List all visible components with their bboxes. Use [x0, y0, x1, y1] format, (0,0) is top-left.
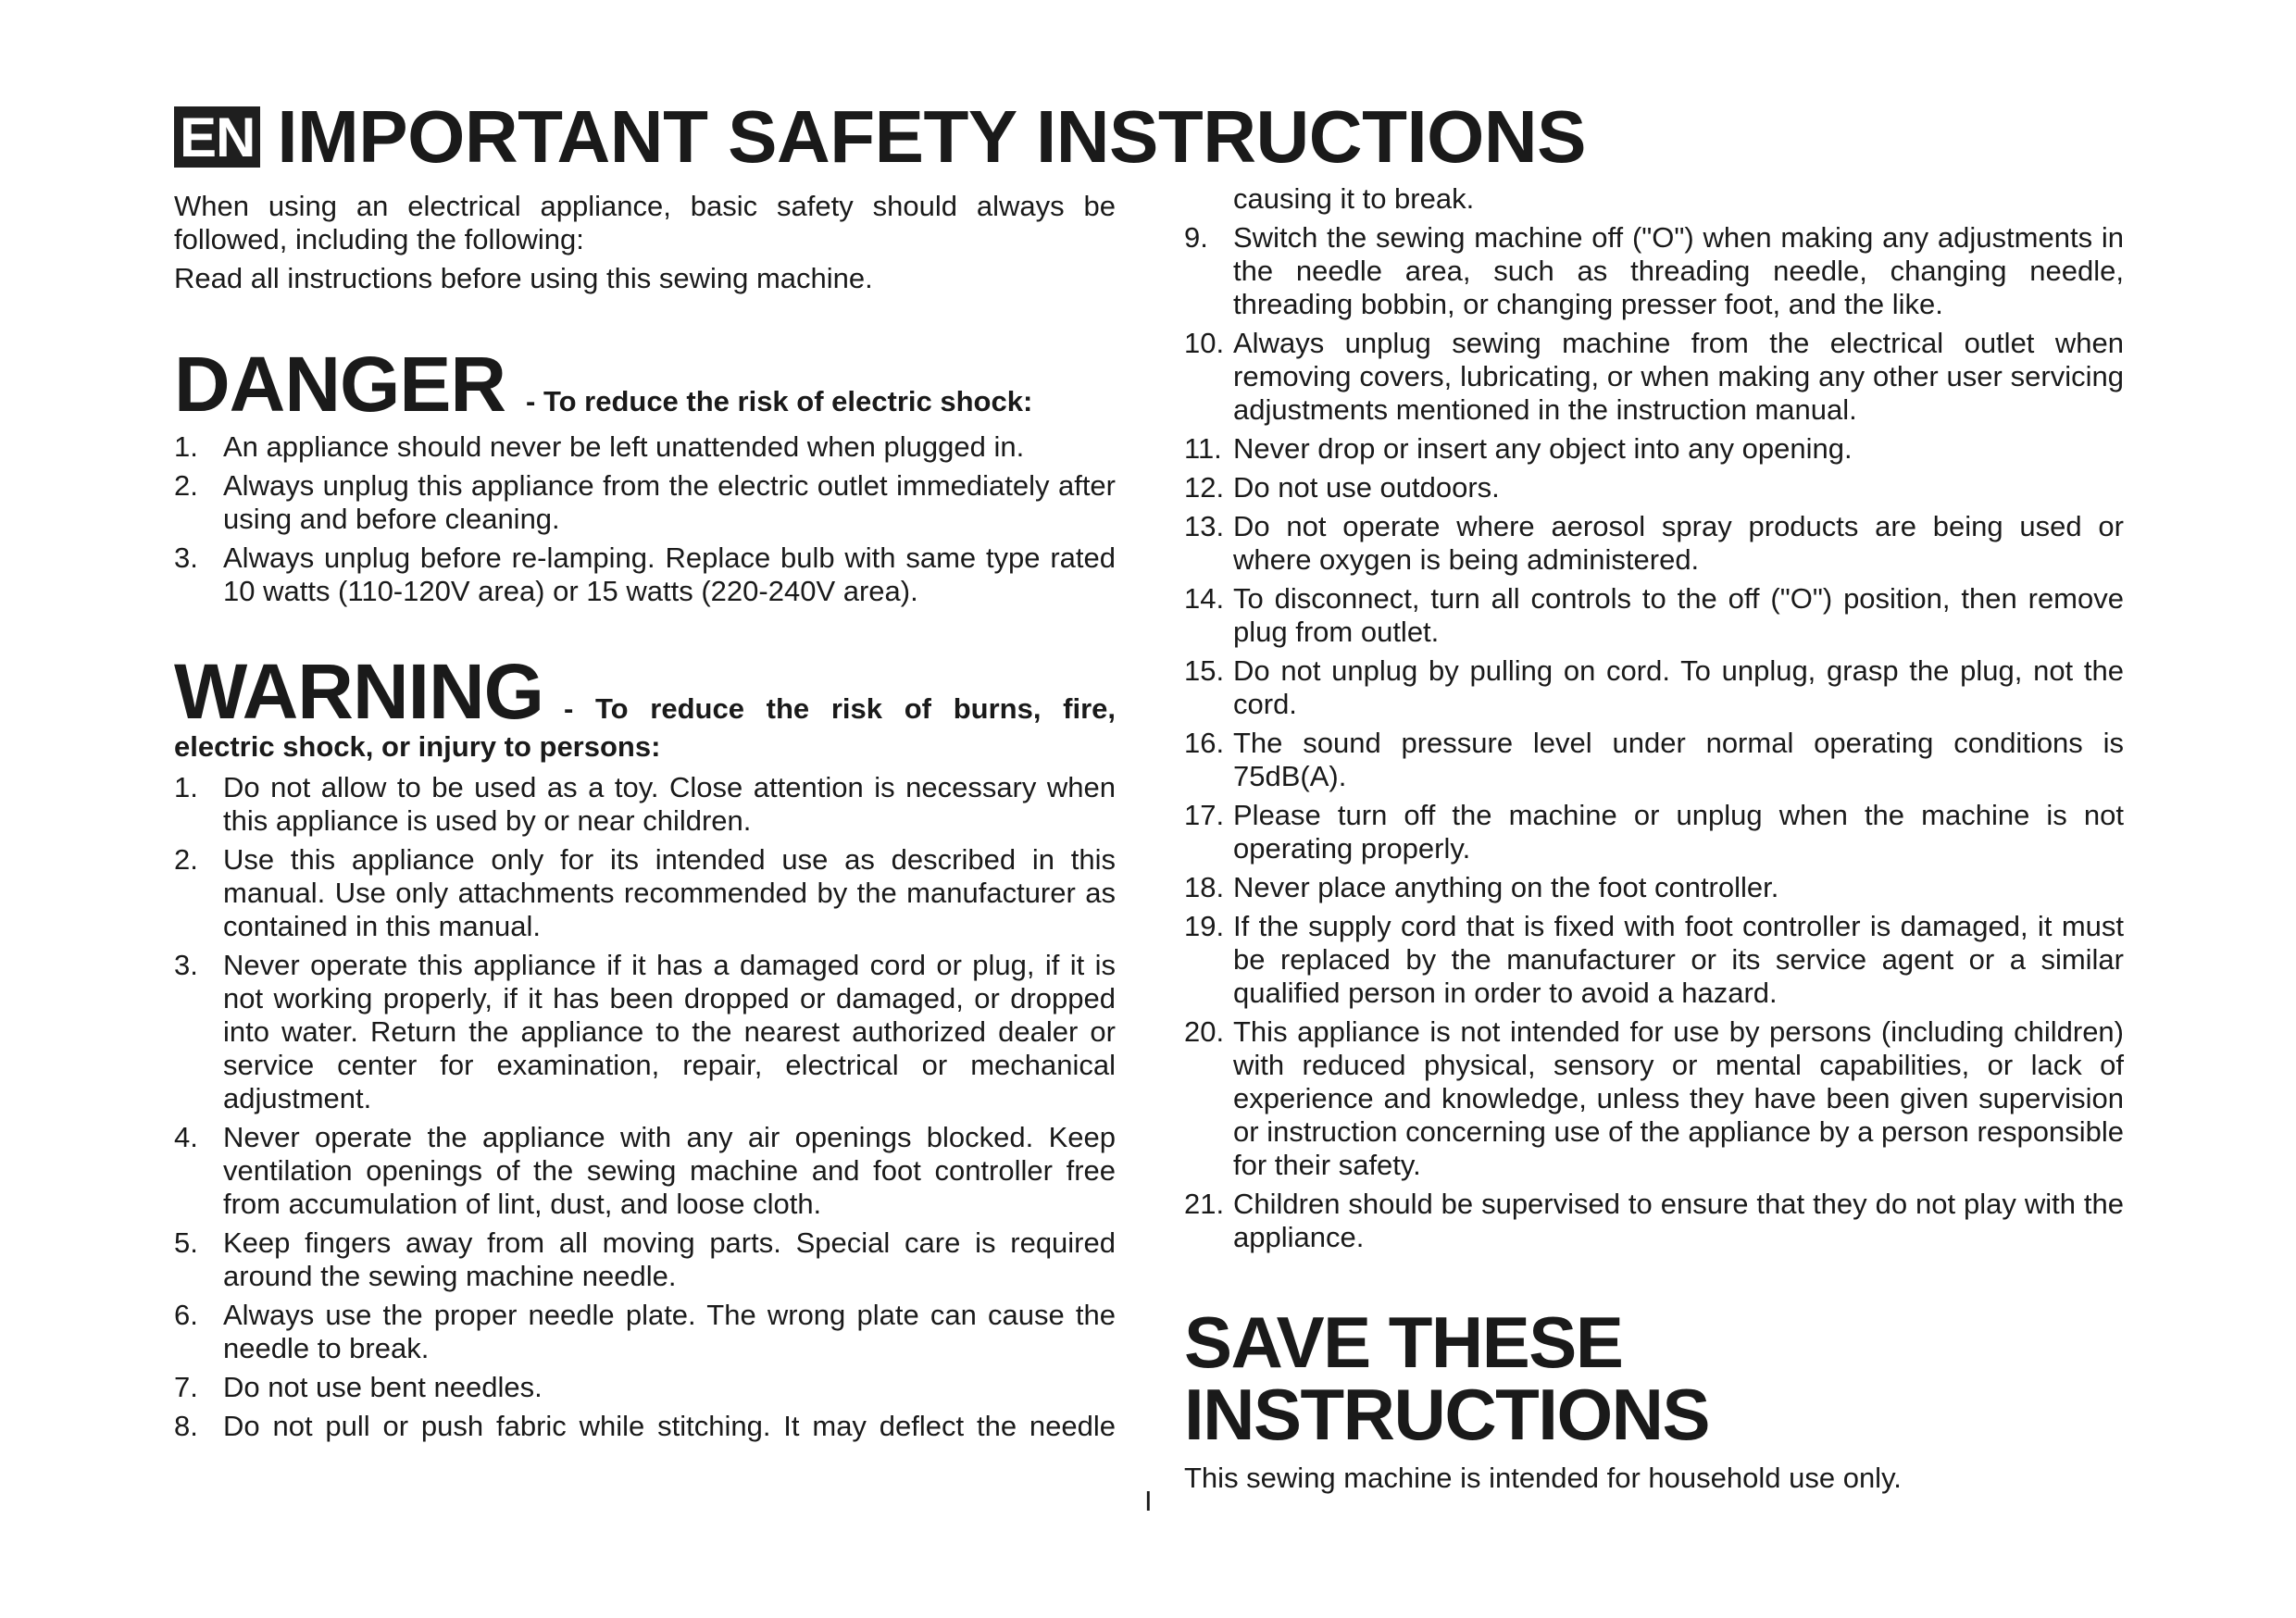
list-item-continuation: causing it to break.	[1233, 182, 1475, 215]
list-item: 4. Never operate the appliance with any air openings blocked. Keep ventilation openings of the sewing machine and foot controller free from accumulation of lint, dust, and loose cloth.	[174, 1121, 1116, 1220]
list-item: 1. Do not allow to be used as a toy. Close attention is necessary when this appliance is used by or near children.	[174, 771, 1116, 837]
list-item: 8. Do not pull or push fabric while stitching. It may deflect the needle	[174, 1410, 1116, 1442]
danger-list	[174, 430, 1116, 608]
page-number: I	[1144, 1485, 1153, 1517]
warning-title: WARNING	[174, 648, 543, 735]
household-use-note: This sewing machine is intended for household use only.	[1184, 1462, 1902, 1494]
list-item: 2. Always unplug this appliance from the electric outlet immediately after using and before cleaning.	[174, 469, 1116, 535]
warning-list-continued	[1184, 221, 2124, 1254]
list-item: 12. Do not use outdoors.	[1184, 471, 1500, 504]
list-item: 18. Never place anything on the foot controller.	[1184, 871, 1779, 903]
intro-paragraph: Read all instructions before using this sewing machine.	[174, 262, 873, 294]
list-item: 17. Please turn off the machine or unplug when the machine is not operating properly.	[1184, 799, 2124, 865]
list-item: 15. Do not unplug by pulling on cord. To unplug, grasp the plug, not the cord.	[1184, 654, 2124, 720]
list-item: 10. Always unplug sewing machine from the electrical outlet when removing covers, lubricating, or when making any other user servicing adjustments mentioned in the instruction manual.	[1184, 327, 2124, 426]
page-title: IMPORTANT SAFETY INSTRUCTIONS	[277, 95, 1587, 178]
danger-title: DANGER	[174, 341, 506, 428]
page-header	[174, 95, 1587, 178]
list-item: 16. The sound pressure level under normal operating conditions is 75dB(A).	[1184, 727, 2124, 792]
list-item: 13. Do not operate where aerosol spray products are being used or where oxygen is being administered.	[1184, 510, 2124, 576]
left-column	[174, 190, 1116, 1449]
list-item: 11. Never drop or insert any object into any opening.	[1184, 432, 1853, 465]
intro-paragraph: When using an electrical appliance, basic safety should always be followed, including the following:	[174, 190, 1116, 255]
list-item: 5. Keep fingers away from all moving parts. Special care is required around the sewing machine needle.	[174, 1226, 1116, 1292]
list-item: 3. Always unplug before re-lamping. Replace bulb with same type rated 10 watts (110-120V area) or 15 watts (220-240V area).	[174, 541, 1116, 607]
warning-subtitle: - To reduce the risk of burns, fire, electric shock, or injury to persons:	[174, 692, 1116, 763]
language-badge: EN	[174, 106, 260, 168]
list-item: 9. Switch the sewing machine off ("O") when making any adjustments in the needle area, such as threading needle, changing needle, threading bobbin, or changing presser foot, and the like.	[1184, 221, 2124, 320]
list-item: 3. Never operate this appliance if it has a damaged cord or plug, if it is not working properly, if it has been dropped or damaged, or dropped into water. Return the appliance to the nearest authorized dealer or service center for examination, repair, electrical or mechanical adjustment.	[174, 949, 1116, 1114]
warning-list	[174, 771, 1116, 1443]
danger-heading	[174, 341, 1116, 428]
list-item: 6. Always use the proper needle plate. The wrong plate can cause the needle to break.	[174, 1299, 1116, 1364]
warning-heading	[174, 648, 1116, 764]
save-instructions-title: SAVE THESE INSTRUCTIONS	[1184, 1301, 1709, 1455]
list-item: 2. Use this appliance only for its intended use as described in this manual. Use only attachments recommended by the manufacturer as contained in this manual.	[174, 843, 1116, 942]
list-item: 7. Do not use bent needles.	[174, 1371, 543, 1403]
list-item: 21. Children should be supervised to ensure that they do not play with the appliance.	[1184, 1188, 2124, 1253]
list-item: 19. If the supply cord that is fixed with foot controller is damaged, it must be replaced by the manufacturer or its service agent or a similar qualified person in order to avoid a hazard.	[1184, 910, 2124, 1009]
list-item: 14. To disconnect, turn all controls to the off ("O") position, then remove plug from outlet.	[1184, 582, 2124, 648]
list-item: 20. This appliance is not intended for use by persons (including children) with reduced physical, sensory or mental capabilities, or lack of experience and knowledge, unless they have been given supervision or instruction concerning use of the appliance by a person responsible for their safety.	[1184, 1015, 2124, 1181]
danger-subtitle: - To reduce the risk of electric shock:	[526, 385, 1033, 417]
right-column	[1184, 182, 2124, 1500]
list-item: 1. An appliance should never be left unattended when plugged in.	[174, 430, 1025, 463]
